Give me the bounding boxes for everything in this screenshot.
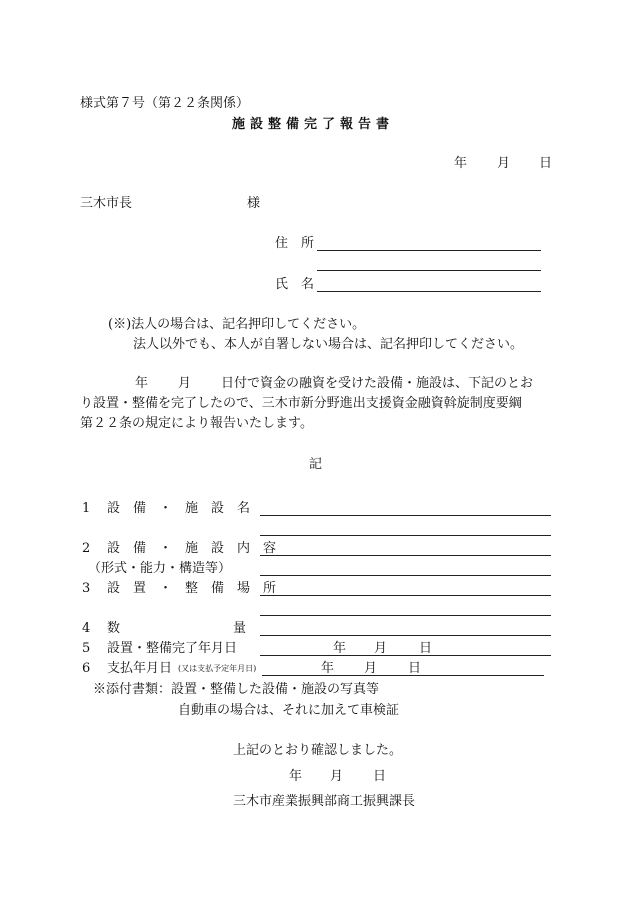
- form-number: 様式第７号（第２２条関係）: [80, 96, 250, 111]
- item4-label-quantity: 数: [107, 621, 121, 636]
- note-corporation: (※)法人の場合は、記名押印してください。: [108, 317, 366, 332]
- confirmation-month-label: 月: [330, 769, 344, 784]
- name-label: 氏 名: [275, 277, 315, 292]
- item2-sub-label: （形式・能力・構造等）: [88, 561, 232, 576]
- item5-day-label: 日: [419, 641, 433, 656]
- item1-number: 1: [82, 501, 91, 516]
- address-field-line-2[interactable]: [317, 270, 541, 271]
- ki-heading: 記: [309, 457, 323, 472]
- item6-number: 6: [82, 661, 91, 676]
- item2-label: 設 備 ・ 施 設 内 容: [107, 541, 277, 556]
- attachments-line-2: 自動車の場合は、それに加えて車検証: [178, 703, 400, 718]
- item5-year-label: 年: [333, 641, 347, 656]
- item6-field-line[interactable]: [262, 675, 544, 676]
- page-title: 施設整備完了報告書: [232, 117, 395, 132]
- note-individual: 法人以外でも、本人が自署しない場合は、記名押印してください。: [133, 337, 524, 352]
- item2-field-line-1[interactable]: [260, 555, 551, 556]
- item3-field-line-2[interactable]: [260, 615, 551, 616]
- item3-number: 3: [82, 581, 91, 596]
- item1-field-line-1[interactable]: [260, 515, 551, 516]
- date-year-label: 年: [454, 156, 468, 171]
- address-label: 住 所: [275, 236, 315, 251]
- item4-number: 4: [82, 621, 91, 636]
- item6-label-small: (又は支払予定年月日): [178, 664, 257, 673]
- body-line-2: り設置・整備を完了したので、三木市新分野進出支援資金融資斡旋制度要綱: [80, 396, 522, 411]
- addressee-honorific: 様: [247, 196, 261, 211]
- item6-label: 支払年月日: [107, 661, 173, 676]
- address-field-line-1[interactable]: [317, 250, 541, 251]
- date-month-label: 月: [497, 156, 511, 171]
- item6-month-label: 月: [364, 661, 378, 676]
- body-line-1: 日付で資金の融資を受けた設備・施設は、下記のとお: [221, 376, 534, 391]
- attachments-line-1: ※添付書類：設置・整備した設備・施設の写真等: [93, 682, 380, 697]
- item6-day-label: 日: [408, 661, 422, 676]
- confirmation-day-label: 日: [373, 769, 387, 784]
- body-year-label: 年: [135, 376, 149, 391]
- item1-label: 設 備 ・ 施 設 名: [107, 501, 251, 516]
- item4-field-line[interactable]: [260, 635, 551, 636]
- item1-field-line-2[interactable]: [260, 535, 551, 536]
- body-month-label: 月: [178, 376, 192, 391]
- item5-field-line[interactable]: [260, 655, 551, 656]
- confirmation-text: 上記のとおり確認しました。: [233, 743, 403, 758]
- confirmation-year-label: 年: [289, 769, 303, 784]
- body-line-3: 第２２条の規定により報告いたします。: [80, 416, 313, 431]
- date-day-label: 日: [539, 156, 553, 171]
- item6-year-label: 年: [321, 661, 335, 676]
- confirmation-official: 三木市産業振興部商工振興課長: [233, 794, 416, 809]
- item2-field-line-2[interactable]: [260, 575, 551, 576]
- item5-month-label: 月: [374, 641, 388, 656]
- addressee-name: 三木市長: [80, 196, 133, 211]
- name-field-line[interactable]: [317, 291, 541, 292]
- item5-label: 設置・整備完了年月日: [107, 641, 238, 656]
- item2-number: 2: [82, 541, 91, 556]
- item4-label-amount: 量: [233, 621, 247, 636]
- item5-number: 5: [82, 641, 91, 656]
- item3-field-line-1[interactable]: [260, 595, 551, 596]
- item3-label: 設 置 ・ 整 備 場 所: [107, 581, 277, 596]
